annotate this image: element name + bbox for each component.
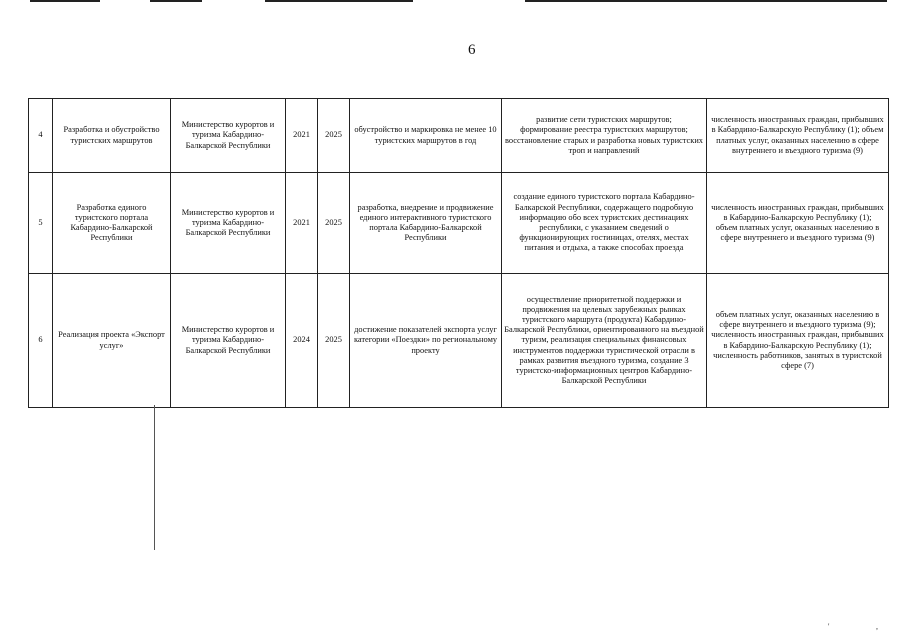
measure-name: Разработка и обустройство туристских маршрутов xyxy=(53,99,171,173)
scan-speck: , xyxy=(876,622,878,631)
measure-name: Реализация проекта «Экспорт услуг» xyxy=(53,274,171,408)
page-number: 6 xyxy=(468,42,476,58)
start-year: 2024 xyxy=(286,274,318,408)
executor: Министерство курортов и туризма Кабардино-Балкарской Республики xyxy=(171,99,286,173)
table-row xyxy=(29,274,889,408)
executor: Министерство курортов и туризма Кабардино-Балкарской Республики xyxy=(171,173,286,274)
indicators: объем платных услуг, оказанных населению в сфере внутреннего и въездного туризма (9); численность иностранных граждан, прибывших в Кабардино-Балкарскую Республику (1); численность работников, занятых в туристской сфере (7) xyxy=(707,274,889,408)
scan-speck: ' xyxy=(828,622,830,631)
measure-content: достижение показателей экспорта услуг категории «Поездки» по региональному проекту xyxy=(350,274,502,408)
measure-content: разработка, внедрение и продвижение единого интерактивного туристского портала Кабардино-Балкарской Республики xyxy=(350,173,502,274)
expected-result: осуществление приоритетной поддержки и продвижения на целевых зарубежных рынках туристского маршрута (продукта) Кабардино-Балкарской Республики, ориентированного на въездной туризм, реализация специальных финансовых инструментов поддержки туристической отрасли в рамках развития въездного туризма, создание 3 туристско-информационных центров Кабардино-Балкарской Республики xyxy=(502,274,707,408)
scan-artifact-line xyxy=(265,0,413,2)
indicators: численность иностранных граждан, прибывших в Кабардино-Балкарскую Республику (1); объем платных услуг, оказанных населению в сфере внутреннего и въездного туризма (9) xyxy=(707,99,889,173)
expected-result: развитие сети туристских маршрутов; формирование реестра туристских маршрутов; восстановление старых и разработка новых туристских троп и направлений xyxy=(502,99,707,173)
scan-artifact-line xyxy=(30,0,100,2)
row-number: 5 xyxy=(29,173,53,274)
scan-artifact-line xyxy=(525,0,887,2)
executor: Министерство курортов и туризма Кабардино-Балкарской Республики xyxy=(171,274,286,408)
row-number: 6 xyxy=(29,274,53,408)
table-row xyxy=(29,173,889,274)
start-year: 2021 xyxy=(286,99,318,173)
row-number: 4 xyxy=(29,99,53,173)
measure-content: обустройство и маркировка не менее 10 туристских маршрутов в год xyxy=(350,99,502,173)
scan-artifact-line xyxy=(150,0,202,2)
measures-table xyxy=(28,98,889,408)
measure-name: Разработка единого туристского портала Кабардино-Балкарской Республики xyxy=(53,173,171,274)
end-year: 2025 xyxy=(318,274,350,408)
table-row xyxy=(29,99,889,173)
expected-result: создание единого туристского портала Кабардино-Балкарской Республики, содержащего подробную информацию обо всех туристских дестинациях республики, с указанием сведений о функционирующих гостиницах, отелях, местах питания и отдыха, а также способах проезда xyxy=(502,173,707,274)
end-year: 2025 xyxy=(318,99,350,173)
start-year: 2021 xyxy=(286,173,318,274)
scan-artifact-line xyxy=(154,405,155,550)
indicators: численность иностранных граждан, прибывших в Кабардино-Балкарскую Республику (1); объем платных услуг, оказанных населению в сфере внутреннего и въездного туризма (9) xyxy=(707,173,889,274)
end-year: 2025 xyxy=(318,173,350,274)
